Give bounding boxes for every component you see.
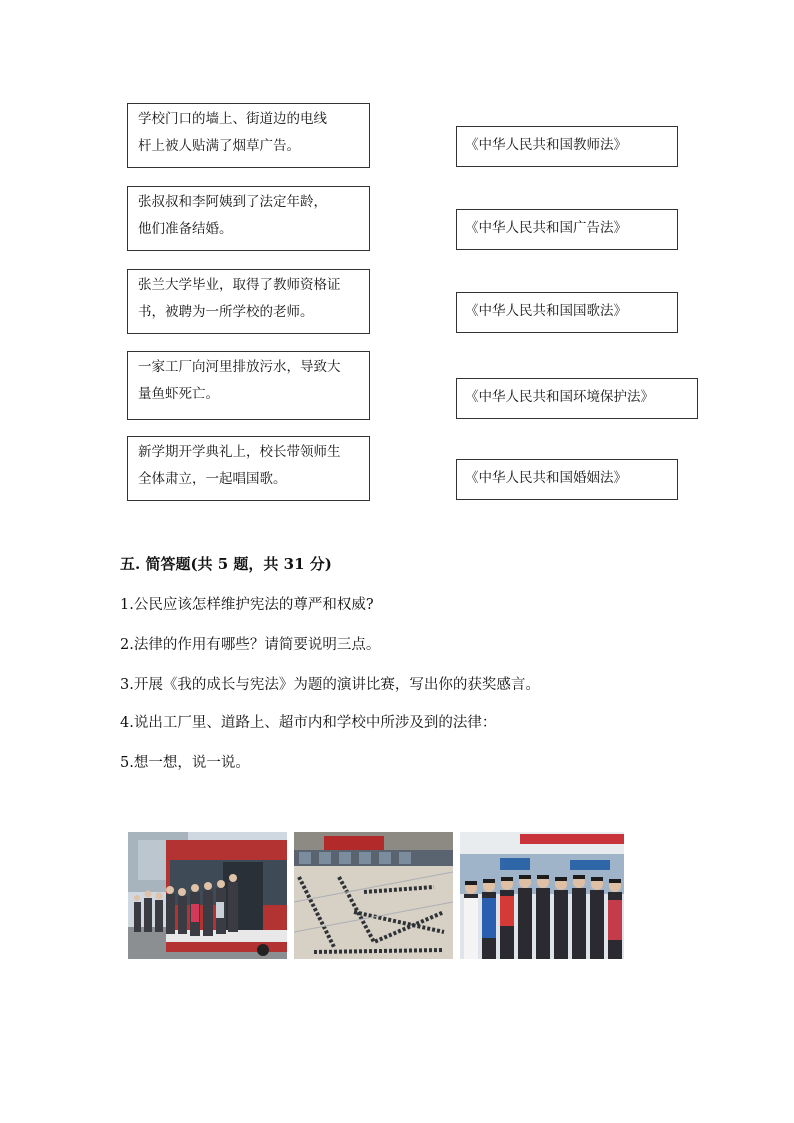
- law-name: 《中华人民共和国环境保护法》: [465, 389, 654, 405]
- photo-station-queue: [294, 832, 453, 959]
- scenario-box-2: [127, 186, 370, 251]
- law-box-4: [456, 378, 698, 419]
- scenario-text-line: 全体肃立，一起唱国歌。: [138, 471, 287, 487]
- photo-counter-crowd: [460, 832, 624, 959]
- law-name: 《中华人民共和国广告法》: [465, 220, 627, 236]
- law-name: 《中华人民共和国婚姻法》: [465, 470, 627, 486]
- scenario-box-5: [127, 436, 370, 501]
- scenario-text-line: 他们准备结婚。: [138, 221, 233, 237]
- question-4: 4.说出工厂里、道路上、超市内和学校中所涉及到的法律：: [120, 715, 497, 731]
- question-5: 5.想一想，说一说。: [120, 755, 250, 771]
- question-2: 2.法律的作用有哪些？请简要说明三点。: [120, 637, 381, 653]
- law-box-1: [456, 126, 678, 167]
- scenario-text-line: 杆上被人贴满了烟草广告。: [138, 138, 300, 154]
- question-3: 3.开展《我的成长与宪法》为题的演讲比赛，写出你的获奖感言。: [120, 677, 540, 693]
- law-box-5: [456, 459, 678, 500]
- scenario-box-1: [127, 103, 370, 168]
- section-title: 五. 简答题(共 5 题，共 31 分): [120, 555, 332, 573]
- law-name: 《中华人民共和国国歌法》: [465, 303, 627, 319]
- law-box-2: [456, 209, 678, 250]
- scenario-box-4: [127, 351, 370, 420]
- scenario-text-line: 学校门口的墙上、街道边的电线: [138, 111, 327, 127]
- scenario-text-line: 量鱼虾死亡。: [138, 386, 219, 402]
- law-box-3: [456, 292, 678, 333]
- scenario-text-line: 张叔叔和李阿姨到了法定年龄，: [138, 194, 327, 210]
- law-name: 《中华人民共和国教师法》: [465, 137, 627, 153]
- photo-station-queue-image: [294, 832, 453, 959]
- scenario-text-line: 张兰大学毕业，取得了教师资格证: [138, 277, 341, 293]
- scenario-box-3: [127, 269, 370, 334]
- scenario-text-line: 新学期开学典礼上，校长带领师生: [138, 444, 341, 460]
- scenario-text-line: 一家工厂向河里排放污水，导致大: [138, 359, 341, 375]
- scenario-text-line: 书，被聘为一所学校的老师。: [138, 304, 314, 320]
- photo-bus-queue-image: [128, 832, 287, 959]
- question-1: 1.公民应该怎样维护宪法的尊严和权威?: [120, 597, 374, 613]
- photo-bus-queue: [128, 832, 287, 959]
- photo-counter-crowd-image: [460, 832, 624, 959]
